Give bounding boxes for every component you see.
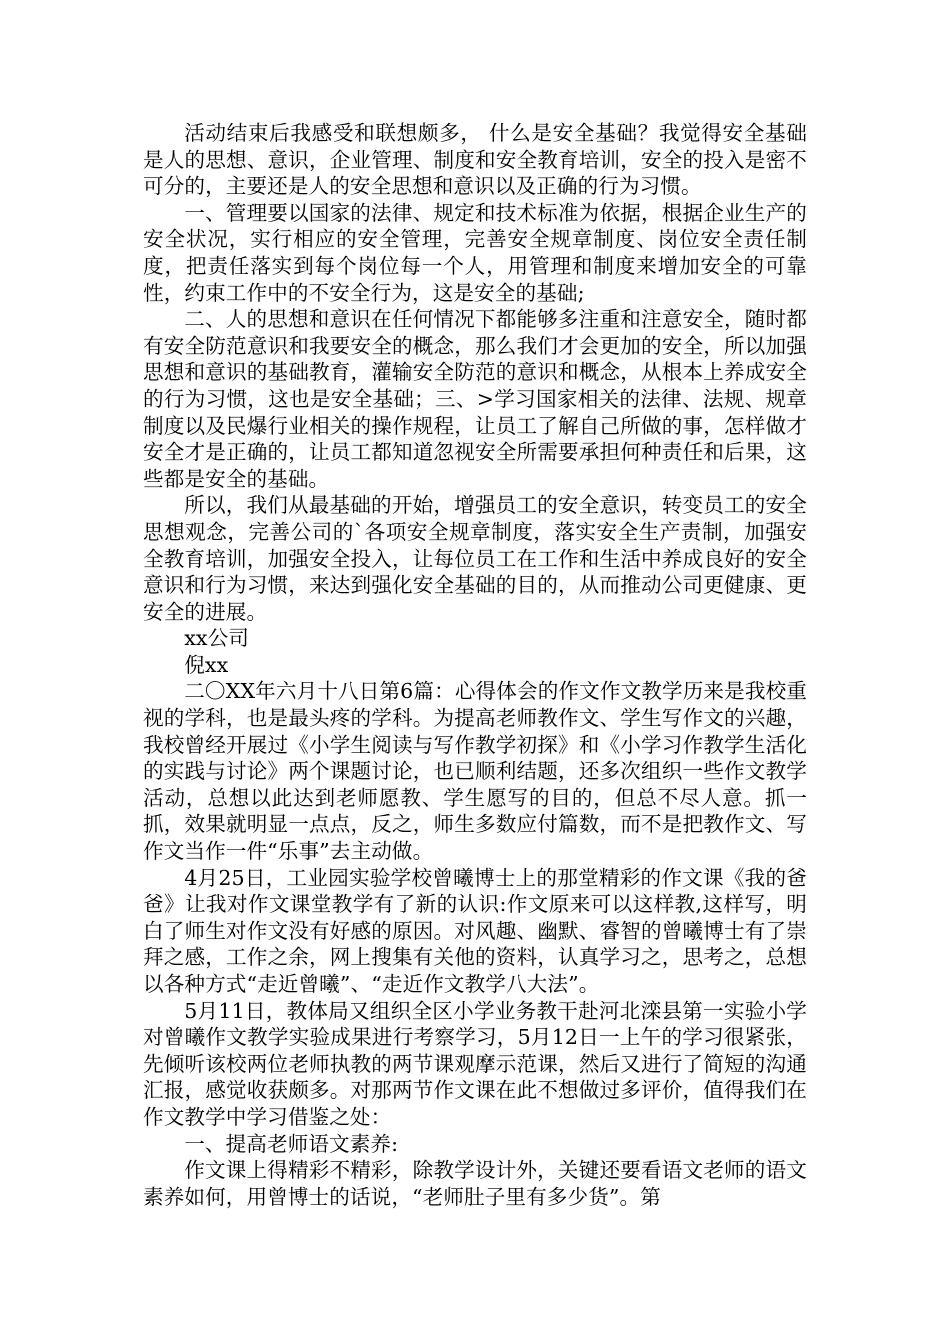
document-page <box>143 120 807 1210</box>
paragraph-point-one-management: 一、管理要以国家的法律、规定和技术标准为依据，根据企业生产的安全状况，实行相应的安全管理，完善安全规章制度、岗位安全责任制度，把责任落实到每个岗位每一个人，用管理和制度来增加安全的可靠性，约束工作中的不安全行为，这是安全的基础; <box>143 200 807 305</box>
section-heading-teacher-literacy: 一、提高老师语文素养: <box>184 1131 399 1156</box>
paragraph-safety-reflection: 活动结束后我感受和联想颇多， 什么是安全基础？我觉得安全基础是人的思想、意识，企业管理、制度和安全教育培训，安全的投入是密不可分的，主要还是人的安全思想和意识以及正确的行为习惯。 <box>143 121 807 199</box>
paragraph-teacher-literacy: 作文课上得精彩不精彩，除教学设计外，关键还要看语文老师的语文素养如何，用曾博士的话说，“老师肚子里有多少货”。第 <box>143 1158 807 1209</box>
signature-author: 倪xx <box>184 652 229 677</box>
signature-company: xx公司 <box>184 626 250 651</box>
paragraph-conclusion: 所以，我们从最基础的开始，增强员工的安全意识，转变员工的安全思想观念，完善公司的`各项安全规章制度，落实安全生产责制，加强安全教育培训，加强安全投入，让每位员工在工作和生活中养成良好的安全意识和行为习惯，来达到强化安全基础的目的，从而推动公司更健康、更安全的进展。 <box>143 493 807 624</box>
paragraph-april-lesson: 4月25日，工业园实验学校曾曦博士上的那堂精彩的作文课《我的爸爸》让我对作文课堂教学有了新的认识:作文原来可以这样教,这样写，明白了师生对作文没有好感的原因。对风趣、幽默、睿智的曾曦博士有了崇拜之感，工作之余，网上搜集有关他的资料，认真学习之，思考之，总想以各种方式“走近曾曦”、“走近作文教学八大法”。 <box>143 865 807 996</box>
paragraph-may-visit: 5月11日，教体局又组织全区小学业务教干赴河北滦县第一实验小学对曾曦作文教学实验成果进行考察学习，5月12日一上午的学习很紧张，先倾听该校两位老师执教的两节课观摩示范课，然后又进行了简短的沟通汇报，感觉收获颇多。对那两节作文课在此不想做过多评价，值得我们在作文教学中学习借鉴之处： <box>143 998 807 1129</box>
paragraph-essay-intro: 二〇XX年六月十八日第6篇：心得体会的作文作文教学历来是我校重视的学科，也是最头疼的学科。为提高老师教作文、学生写作文的兴趣，我校曾经开展过《小学生阅读与写作教学初探》和《小学习作教学生活化的实践与讨论》两个课题讨论，也已顺利结题，还多次组织一些作文教学活动，总想以此达到老师愿教、学生愿写的目的，但总不尽人意。抓一抓，效果就明显一点点，反之，师生多数应付篇数，而不是把教作文、写作文当作一件“乐事”去主动做。 <box>143 679 807 864</box>
paragraph-point-two-awareness: 二、人的思想和意识在任何情况下都能够多注重和注意安全，随时都有安全防范意识和我要安全的概念，那么我们才会更加的安全，所以加强思想和意识的基础教育，灌输安全防范的意识和概念，从根本上养成安全的行为习惯，这也是安全基础；三、>学习国家相关的法律、法规、规章制度以及民爆行业相关的操作规程，让员工了解自己所做的事，怎样做才安全才是正确的，让员工都知道忽视安全所需要承担何种责任和后果，这些都是安全的基础。 <box>143 307 807 491</box>
